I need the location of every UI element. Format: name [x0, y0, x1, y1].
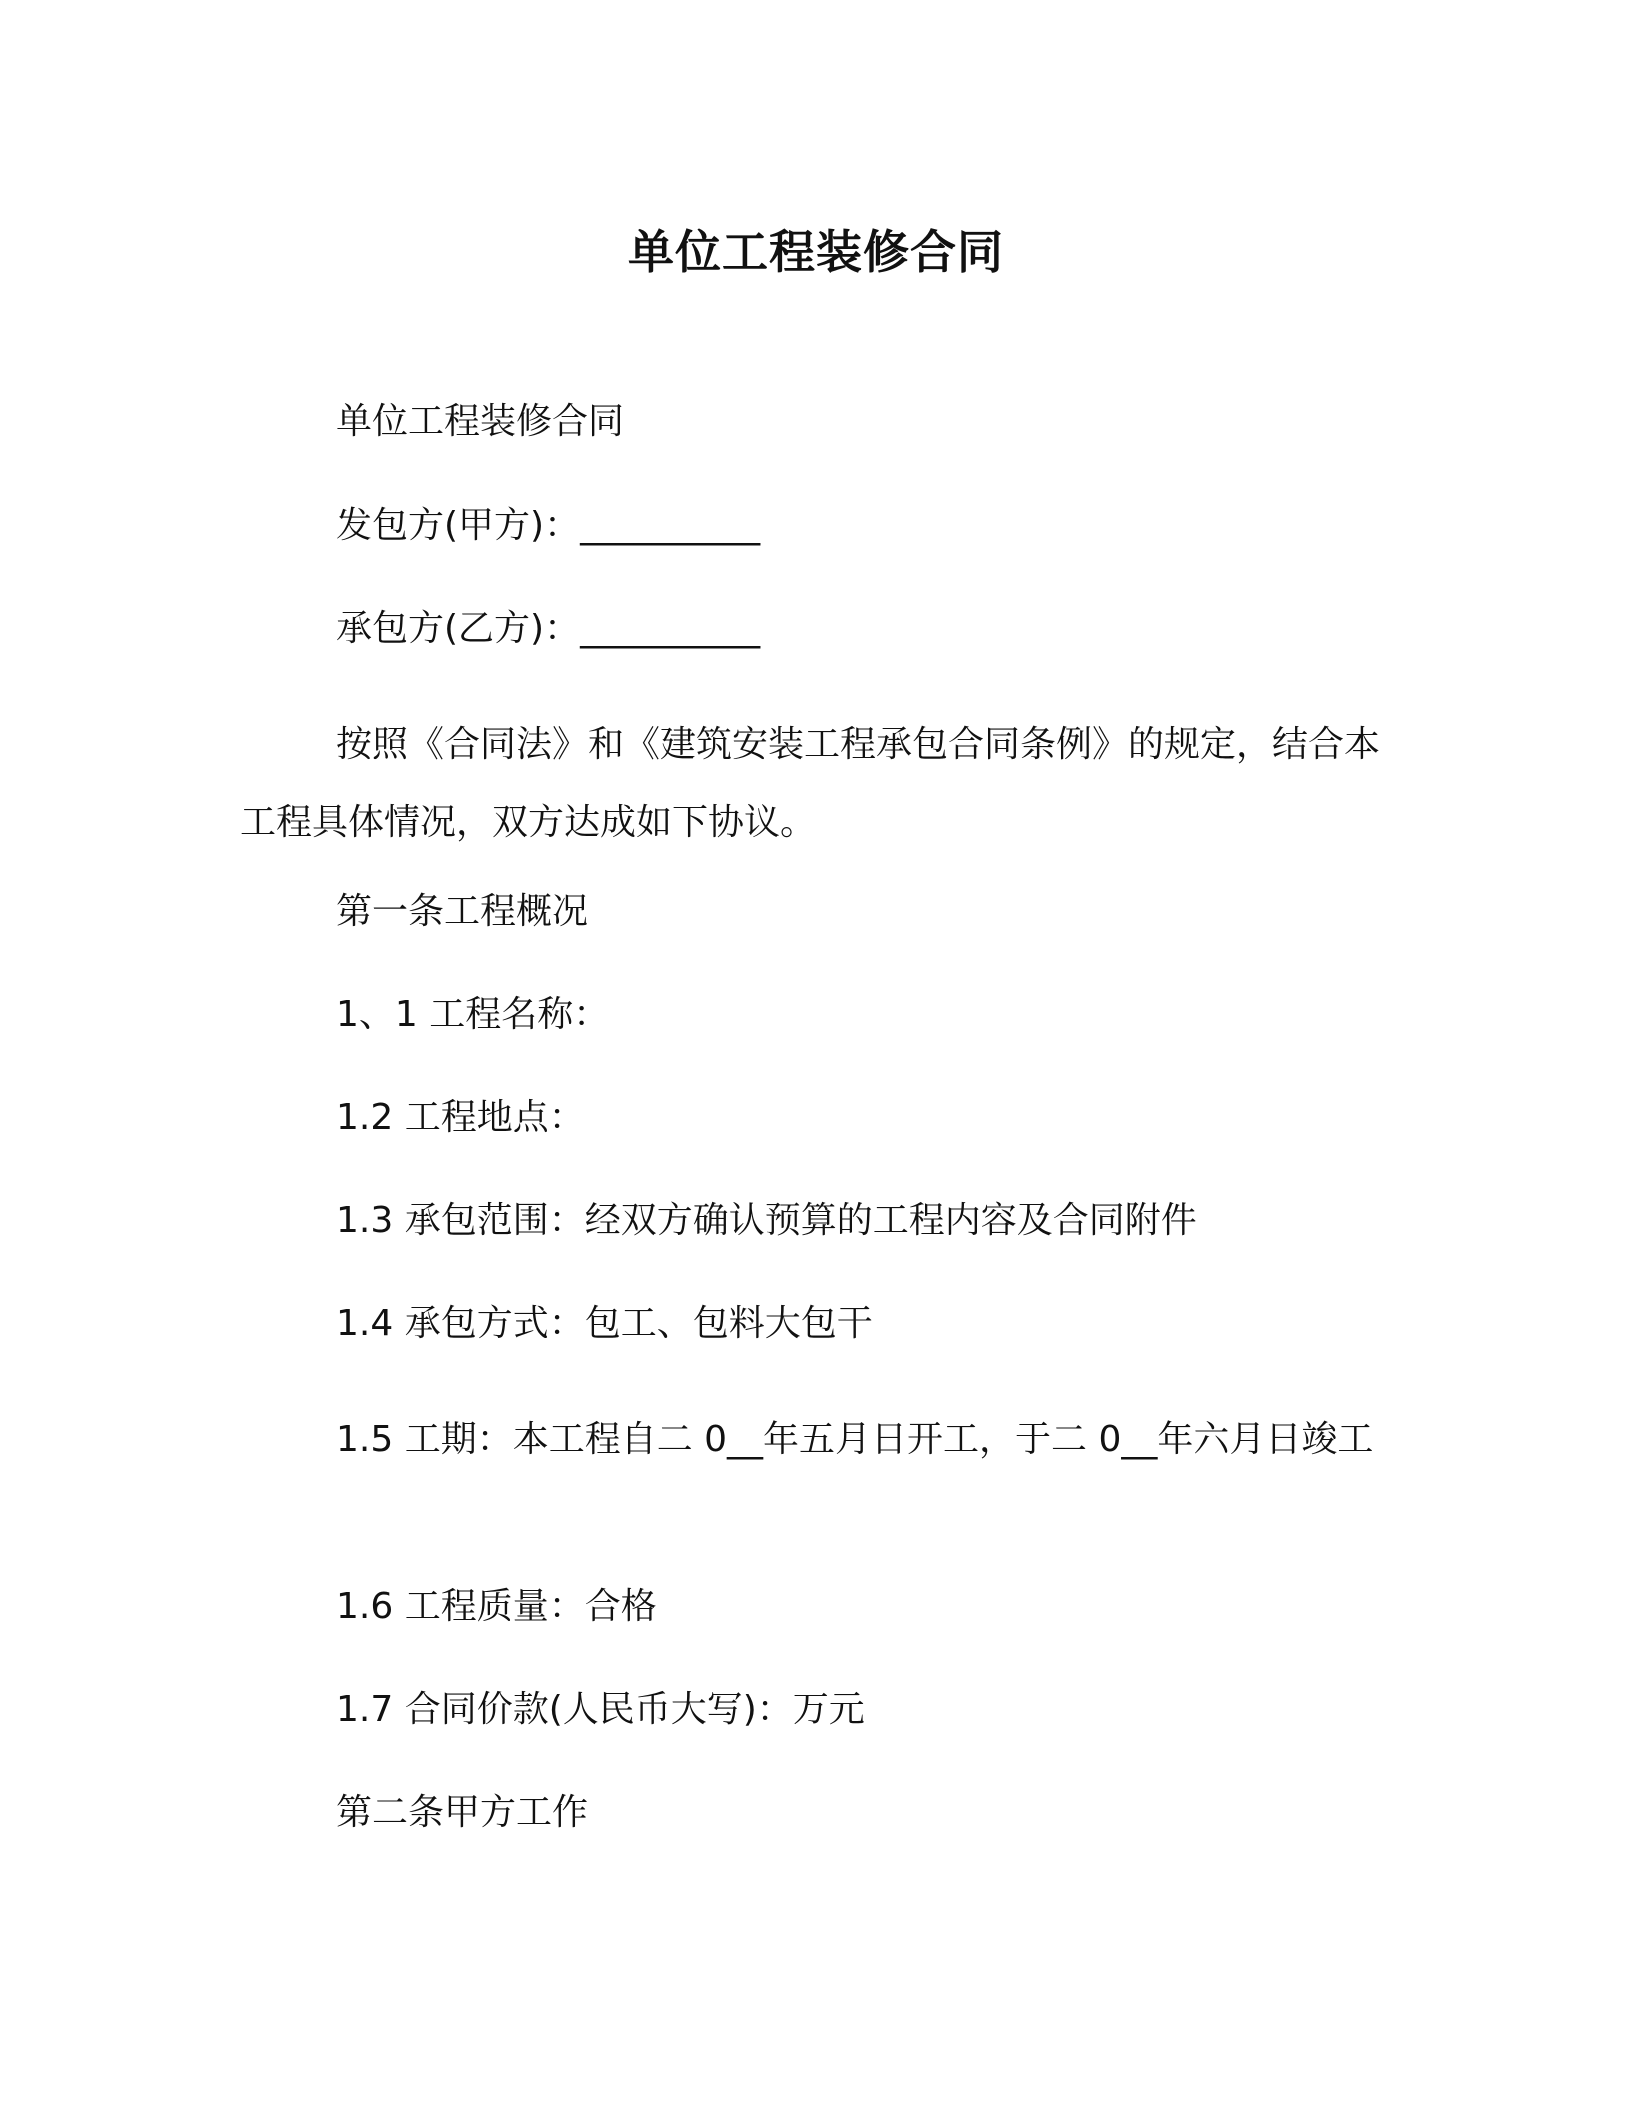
item-1-5-wrap [240, 1401, 1380, 1479]
item-1-7: 1.7 合同价款(人民币大写)：万元 [336, 1689, 865, 1730]
party-a-line: 发包方(甲方)：__________ [336, 505, 761, 546]
intro-paragraph-wrap [240, 706, 1380, 862]
party-b-line: 承包方(乙方)：__________ [336, 608, 761, 649]
article-1-heading: 第一条工程概况 [336, 891, 589, 932]
item-1-2: 1.2 工程地点： [336, 1097, 585, 1138]
item-1-1: 1、1 工程名称： [336, 994, 610, 1035]
article-2-heading: 第二条甲方工作 [336, 1792, 589, 1833]
item-1-4: 1.4 承包方式：包工、包料大包干 [336, 1303, 873, 1344]
item-1-5: 1.5 工期：本工程自二 0__年五月日开工，于二 0__年六月日竣工 [336, 1419, 1374, 1460]
item-1-3: 1.3 承包范围：经双方确认预算的工程内容及合同附件 [336, 1200, 1197, 1241]
intro-paragraph: 按照《合同法》和《建筑安装工程承包合同条例》的规定，结合本工程具体情况，双方达成如下协议。 [240, 724, 1381, 843]
subtitle-line: 单位工程装修合同 [336, 401, 625, 442]
document-title: 单位工程装修合同 [628, 225, 1004, 279]
item-1-6: 1.6 工程质量：合格 [336, 1586, 657, 1627]
